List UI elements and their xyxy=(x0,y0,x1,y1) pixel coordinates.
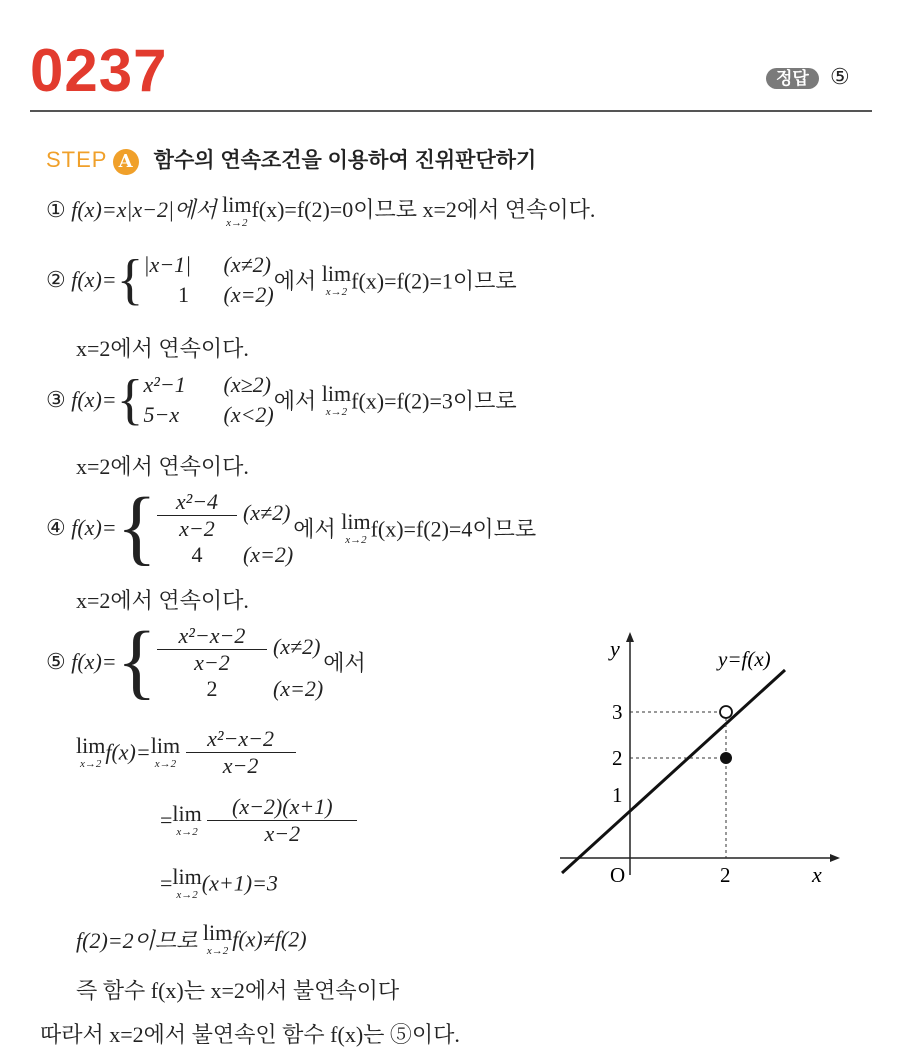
item-4-rest: f(x)=f(2)=4이므로 xyxy=(370,516,537,542)
calc-fraction-1: $\frac{\text{x²−x−2}}{x-2}$ xyxy=(186,726,296,779)
marker-5: ⑤ xyxy=(46,649,66,674)
x-axis-label: x xyxy=(812,862,822,887)
item-4-mid: 에서 xyxy=(293,516,336,542)
item-3-mid: 에서 xyxy=(273,388,317,414)
answer-value: ⑤ xyxy=(829,65,850,90)
marker-4: ④ xyxy=(46,515,66,540)
step-letter-icon: A xyxy=(113,149,139,175)
item-3-conclusion: x=2에서 연속이다. xyxy=(76,454,249,479)
calc-fraction-2: $\frac{(x-2)(x+1)}{x-2}$ xyxy=(207,794,357,847)
step-title: 함수의 연속조건을 이용하여 진위판단하기 xyxy=(153,149,537,172)
item-2-conclusion: x=2에서 연속이다. xyxy=(76,336,249,361)
calc-line-2: = lim x→2 $\frac{(x-2)(x+1)}{x-2}$ xyxy=(160,794,357,847)
answer-area xyxy=(766,64,850,90)
function-graph xyxy=(550,630,880,890)
step-label: STEP xyxy=(46,147,108,172)
origin-label: O xyxy=(610,863,626,887)
x-axis-arrow-icon xyxy=(830,854,840,862)
item-5 xyxy=(46,615,366,708)
item-3-lhs: f(x)= xyxy=(71,387,117,412)
calc-line-1: lim x→2 f(x)= lim x→2 $\frac{\text{x²−x−2}}{x-2}$ xyxy=(76,726,296,779)
y-tick-2: 2 xyxy=(612,746,623,770)
item-2 xyxy=(46,250,517,310)
item-3 xyxy=(46,370,517,430)
closed-point xyxy=(720,752,732,764)
item-1 xyxy=(46,193,595,229)
cases-5: $\frac{\text{x²−x−2}}{x-2}$ (x≠2) 2 (x=2) xyxy=(157,623,323,702)
fraction-5: $\frac{\text{x²−x−2}}{x-2}$ xyxy=(157,623,267,676)
cases-3: x²−1 (x≥2) 5−x (x<2) xyxy=(143,372,274,427)
item-4-lhs: f(x)= xyxy=(71,515,117,540)
y-tick-3: 3 xyxy=(612,700,623,724)
item-5-lhs: f(x)= xyxy=(71,649,117,674)
limit-3: lim x→2 xyxy=(321,380,352,418)
item-2-rest: f(x)=f(2)=1이므로 xyxy=(351,268,517,294)
limit-4: lim x→2 xyxy=(341,508,371,546)
brace-5: { xyxy=(116,615,157,708)
item-2-lhs: f(x)= xyxy=(71,267,117,292)
brace-3: { xyxy=(116,369,144,431)
item-4 xyxy=(46,481,537,574)
y-axis-label: y xyxy=(610,636,620,661)
cases-4: $\frac{\text{x²−4}}{x-2}$ (x≠2) 4 (x=2) xyxy=(157,489,293,568)
problem-number: 0237 xyxy=(30,37,168,104)
open-point xyxy=(720,706,732,718)
marker-3: ③ xyxy=(46,387,66,412)
marker-2: ② xyxy=(46,267,66,292)
cases-2: |x−1| (x≠2) 1 (x=2) xyxy=(143,252,274,307)
step-heading xyxy=(46,144,536,175)
item-4-conclusion: x=2에서 연속이다. xyxy=(76,588,249,613)
calc-line-3: = lim x→2 (x+1)=3 xyxy=(160,864,278,901)
limit-2: lim x→2 xyxy=(321,260,352,298)
so-line: 즉 함수 f(x)는 x=2에서 불연속이다 xyxy=(76,978,400,1003)
f2-line: f(2)=2이므로 lim x→2 f(x)≠f(2) xyxy=(76,920,307,957)
brace-4: { xyxy=(116,481,157,574)
fraction-4: $\frac{\text{x²−4}}{x-2}$ xyxy=(157,489,237,542)
limit-1: lim x→2 xyxy=(222,192,252,230)
curve-label: y=f(x) xyxy=(718,647,771,671)
header-divider xyxy=(30,110,872,112)
item-2-mid: 에서 xyxy=(273,268,317,294)
brace-2: { xyxy=(116,249,144,311)
item-1-text: f(x)=x|x−2|에서 xyxy=(71,197,217,222)
item-1-rest: f(x)=f(2)=0이므로 x=2에서 연속이다. xyxy=(251,197,596,222)
y-tick-1: 1 xyxy=(612,783,623,807)
item-3-rest: f(x)=f(2)=3이므로 xyxy=(351,388,517,414)
x-tick-2: 2 xyxy=(720,863,731,887)
y-axis-arrow-icon xyxy=(626,632,634,642)
item-5-mid: 에서 xyxy=(323,650,366,676)
final-conclusion: 따라서 x=2에서 불연속인 함수 f(x)는 ⑤이다. xyxy=(40,1022,460,1047)
marker-1: ① xyxy=(46,197,66,222)
function-line xyxy=(562,670,785,873)
answer-badge: 정답 xyxy=(766,68,819,89)
